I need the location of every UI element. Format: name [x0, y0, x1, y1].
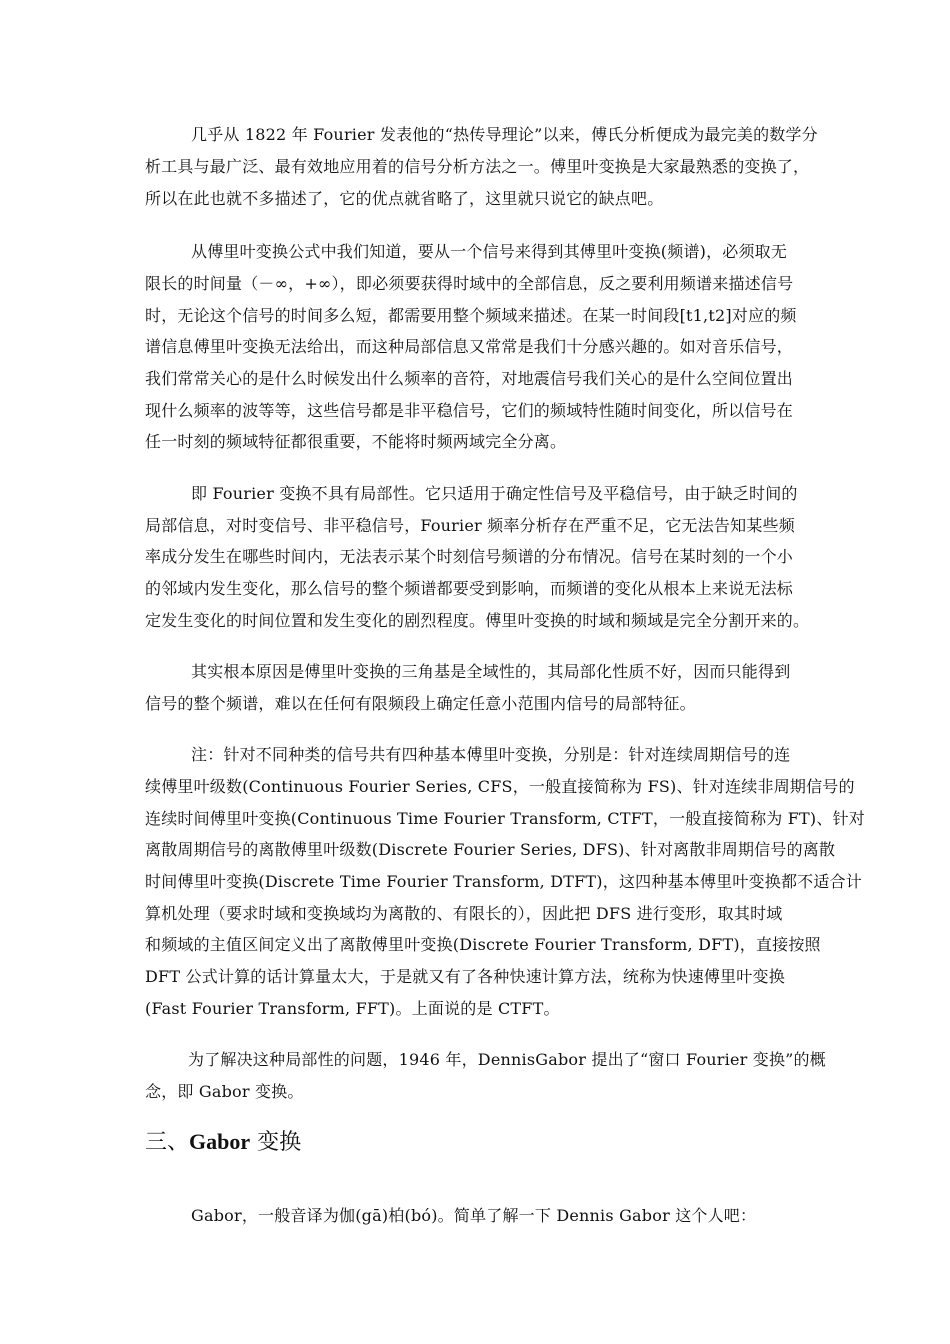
paragraph-line: 注：针对不同种类的信号共有四种基本傅里叶变换，分别是：针对连续周期信号的连 [191, 745, 791, 764]
paragraph-line: 为了解决这种局部性的问题，1946 年，DennisGabor 提出了“窗口 Fourier 变换”的概 [188, 1050, 826, 1069]
heading-suffix: 变换 [250, 1130, 302, 1155]
section-heading [145, 1128, 301, 1157]
paragraph-line: 率成分发生在哪些时间内，无法表示某个时刻信号频谱的分布情况。信号在某时刻的一个小 [145, 547, 794, 566]
paragraph-line: 算机处理（要求时域和变换域均为离散的、有限长的），因此把 DFS 进行变形，取其时域 [145, 904, 783, 923]
paragraph-line: 析工具与最广泛、最有效地应用着的信号分析方法之一。傅里叶变换是大家最熟悉的变换了， [145, 157, 810, 176]
paragraph-line: 任一时刻的频域特征都很重要，不能将时频两域完全分离。 [145, 432, 567, 451]
paragraph-line: 和频域的主值区间定义出了离散傅里叶变换(Discrete Fourier Transform, DFT)，直接按照 [145, 935, 821, 954]
paragraph-line: 我们常常关心的是什么时候发出什么频率的音符，对地震信号我们关心的是什么空间位置出 [145, 369, 794, 388]
paragraph-line: 局部信息，对时变信号、非平稳信号，Fourier 频率分析存在严重不足，它无法告知某些频 [145, 516, 795, 535]
paragraph-line: 几乎从 1822 年 Fourier 发表他的“热传导理论”以来，傅氏分析便成为最完美的数学分 [191, 125, 818, 144]
paragraph-line: 的邻域内发生变化，那么信号的整个频谱都要受到影响，而频谱的变化从根本上来说无法标 [145, 579, 794, 598]
paragraph-line: 时间傅里叶变换(Discrete Time Fourier Transform, DTFT)，这四种基本傅里叶变换都不适合计 [145, 872, 862, 891]
paragraph-line: 连续时间傅里叶变换(Continuous Time Fourier Transform, CTFT，一般直接简称为 FT)、针对 [145, 809, 865, 828]
heading-prefix: 三、 [145, 1130, 190, 1155]
paragraph-line: 定发生变化的时间位置和发生变化的剧烈程度。傅里叶变换的时域和频域是完全分割开来的。 [145, 611, 810, 630]
paragraph-line: 谱信息傅里叶变换无法给出，而这种局部信息又常常是我们十分感兴趣的。如对音乐信号， [145, 337, 794, 356]
paragraph-line: 信号的整个频谱，难以在任何有限频段上确定任意小范围内信号的局部特征。 [145, 694, 696, 713]
paragraph-line: 现什么频率的波等等，这些信号都是非平稳信号，它们的频域特性随时间变化，所以信号在 [145, 401, 794, 420]
paragraph-line: (Fast Fourier Transform, FFT)。上面说的是 CTFT。 [145, 999, 560, 1018]
paragraph-line: 离散周期信号的离散傅里叶级数(Discrete Fourier Series, DFS)、针对离散非周期信号的离散 [145, 840, 836, 859]
paragraph-line: 念，即 Gabor 变换。 [145, 1082, 304, 1101]
paragraph-line: 限长的时间量（－∞，+∞），即必须要获得时域中的全部信息，反之要利用频谱来描述信号 [145, 274, 794, 293]
paragraph-line: 即 Fourier 变换不具有局部性。它只适用于确定性信号及平稳信号，由于缺乏时间的 [191, 484, 798, 503]
heading-latin: Gabor [189, 1129, 251, 1154]
paragraph-line: 其实根本原因是傅里叶变换的三角基是全域性的，其局部化性质不好，因而只能得到 [191, 662, 791, 681]
closing-line: Gabor，一般音译为伽(gā)柏(bó)。简单了解一下 Dennis Gabor 这个人吧： [191, 1206, 757, 1225]
paragraph-line: 从傅里叶变换公式中我们知道，要从一个信号来得到其傅里叶变换(频谱)，必须取无 [191, 242, 788, 261]
paragraph-line: 续傅里叶级数(Continuous Fourier Series, CFS，一般直接简称为 FS)、针对连续非周期信号的 [145, 777, 855, 796]
paragraph-line: DFT 公式计算的话计算量太大，于是就又有了各种快速计算方法，统称为快速傅里叶变换 [145, 967, 785, 986]
paragraph-line: 时，无论这个信号的时间多么短，都需要用整个频域来描述。在某一时间段[t1,t2]对应的频 [145, 306, 797, 325]
paragraph-line: 所以在此也就不多描述了，它的优点就省略了，这里就只说它的缺点吧。 [145, 189, 664, 208]
